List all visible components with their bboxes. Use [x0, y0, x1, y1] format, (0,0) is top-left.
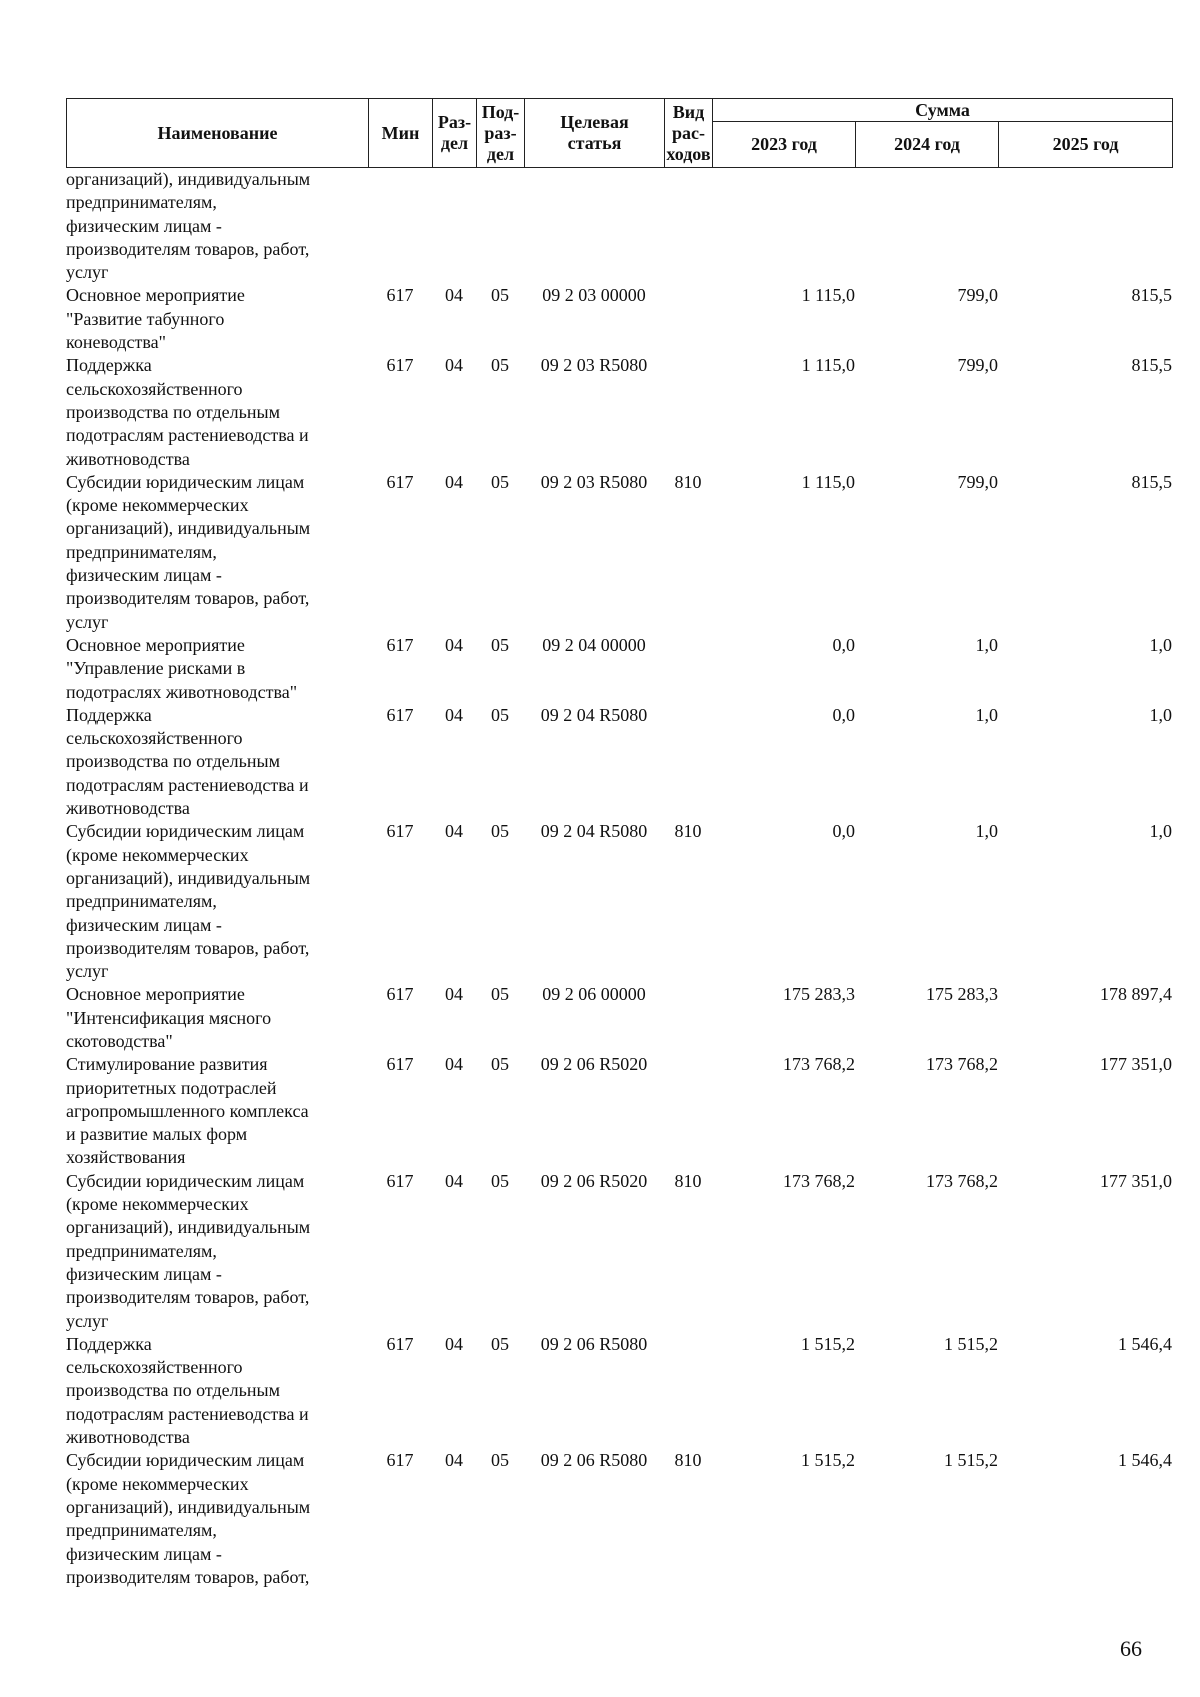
cell-vid — [664, 983, 712, 1053]
cell-sum-2023: 173 768,2 — [783, 1054, 855, 1075]
cell-min: 617 — [386, 984, 414, 1005]
table-row — [66, 704, 1172, 820]
cell-razdel: 04 — [445, 1333, 463, 1354]
cell-razdel: 04 — [445, 1170, 463, 1191]
budget-table-page — [66, 98, 1172, 1589]
cell-podrazdel: 05 — [491, 984, 509, 1005]
col-header-2024: 2024 год — [856, 122, 999, 168]
cell-name: Стимулирование развития приоритетных подотраслей агропромышленного комплекса и развитие малых форм хозяйствования — [66, 1054, 309, 1168]
col-header-min: Мин — [369, 99, 433, 168]
cell-name: Основное мероприятие "Интенсификация мясного скотоводства" — [66, 984, 272, 1051]
cell-name: Поддержка сельскохозяйственного производства по отдельным подотраслям растениеводства и животноводства — [66, 704, 309, 819]
cell-min: 617 — [386, 1054, 414, 1075]
cell-min: 617 — [386, 704, 414, 725]
cell-podrazdel: 05 — [491, 1170, 509, 1191]
cell-razdel: 04 — [445, 1450, 463, 1471]
cell-podrazdel — [476, 168, 524, 284]
cell-min: 617 — [386, 634, 414, 655]
cell-podrazdel: 05 — [491, 471, 509, 492]
cell-podrazdel: 05 — [491, 1333, 509, 1354]
cell-vid: 810 — [674, 821, 702, 842]
cell-sum-2023: 0,0 — [832, 634, 855, 655]
cell-name: Субсидии юридическим лицам (кроме некоммерческих организаций), индивидуальным предпринимателям, физическим лицам - производителям товаров, работ, услуг — [66, 821, 311, 982]
cell-target: 09 2 06 R5020 — [540, 1170, 648, 1191]
cell-target: 09 2 04 R5080 — [540, 704, 648, 725]
col-header-podrazdel: Под- раз- дел — [477, 99, 525, 168]
table-row — [66, 1053, 1172, 1169]
cell-razdel: 04 — [445, 821, 463, 842]
cell-sum-2024: 1,0 — [975, 821, 998, 842]
cell-podrazdel: 05 — [491, 355, 509, 376]
cell-target: 09 2 04 R5080 — [540, 821, 648, 842]
cell-sum-2025: 177 351,0 — [1100, 1054, 1172, 1075]
cell-sum-2024: 799,0 — [957, 471, 998, 492]
cell-razdel: 04 — [445, 285, 463, 306]
cell-sum-2025: 177 351,0 — [1100, 1170, 1172, 1191]
cell-sum-2025: 1,0 — [1149, 821, 1172, 842]
cell-podrazdel: 05 — [491, 285, 509, 306]
cell-sum-2024 — [855, 168, 998, 284]
cell-podrazdel: 05 — [491, 1450, 509, 1471]
cell-sum-2023: 1 515,2 — [801, 1450, 855, 1471]
table-row — [66, 168, 1172, 284]
cell-sum-2024: 799,0 — [957, 285, 998, 306]
cell-min: 617 — [386, 1333, 414, 1354]
cell-min: 617 — [386, 821, 414, 842]
cell-name: Поддержка сельскохозяйственного производства по отдельным подотраслям растениеводства и животноводства — [66, 355, 309, 469]
cell-name: Основное мероприятие "Развитие табунного коневодства" — [66, 285, 245, 353]
cell-sum-2024: 175 283,3 — [926, 984, 998, 1005]
cell-sum-2025: 815,5 — [1131, 285, 1172, 306]
cell-sum-2023: 175 283,3 — [783, 984, 855, 1005]
cell-vid — [664, 704, 712, 820]
cell-min: 617 — [386, 285, 414, 306]
cell-sum-2025: 1 546,4 — [1118, 1333, 1172, 1354]
cell-sum-2023: 1 115,0 — [801, 471, 855, 492]
table-row — [66, 634, 1172, 704]
cell-sum-2024: 1,0 — [975, 704, 998, 725]
cell-vid — [664, 1053, 712, 1169]
table-row — [66, 1170, 1172, 1333]
cell-vid — [664, 284, 712, 354]
cell-razdel: 04 — [445, 984, 463, 1005]
cell-sum-2025: 1,0 — [1149, 634, 1172, 655]
table-row — [66, 820, 1172, 983]
cell-target: 09 2 04 00000 — [542, 634, 646, 655]
cell-min: 617 — [386, 1450, 414, 1471]
cell-target: 09 2 06 R5080 — [540, 1333, 648, 1354]
table-row — [66, 983, 1172, 1053]
cell-podrazdel: 05 — [491, 1054, 509, 1075]
cell-razdel: 04 — [445, 634, 463, 655]
table-row — [66, 471, 1172, 634]
cell-min: 617 — [386, 471, 414, 492]
cell-sum-2025 — [998, 168, 1172, 284]
cell-sum-2024: 173 768,2 — [926, 1170, 998, 1191]
cell-vid — [664, 1333, 712, 1449]
cell-vid: 810 — [674, 1170, 702, 1191]
cell-sum-2025: 178 897,4 — [1100, 984, 1172, 1005]
table-body — [66, 168, 1172, 1589]
cell-sum-2023: 1 515,2 — [801, 1333, 855, 1354]
cell-vid — [664, 634, 712, 704]
cell-name: Основное мероприятие "Управление рисками в подотраслях животноводства" — [66, 634, 298, 702]
cell-sum-2024: 1 515,2 — [944, 1450, 998, 1471]
col-header-razdel: Раз- дел — [433, 99, 477, 168]
cell-vid — [664, 168, 712, 284]
cell-vid — [664, 354, 712, 470]
cell-target: 09 2 03 R5080 — [540, 355, 648, 376]
cell-sum-2023: 0,0 — [832, 704, 855, 725]
cell-vid: 810 — [674, 471, 702, 492]
col-header-2023: 2023 год — [713, 122, 856, 168]
cell-sum-2024: 1 515,2 — [944, 1333, 998, 1354]
cell-target: 09 2 06 R5020 — [540, 1054, 648, 1075]
cell-name: организаций), индивидуальным предпринимателям, физическим лицам - производителям товаров, работ, услуг — [66, 169, 311, 283]
cell-target: 09 2 06 R5080 — [540, 1450, 648, 1471]
cell-target — [524, 168, 664, 284]
cell-min: 617 — [386, 1170, 414, 1191]
cell-sum-2025: 1 546,4 — [1118, 1450, 1172, 1471]
cell-sum-2023: 173 768,2 — [783, 1170, 855, 1191]
col-header-target: Целевая статья — [525, 99, 665, 168]
table-row — [66, 1449, 1172, 1589]
col-header-name: Наименование — [67, 99, 369, 168]
col-header-sum: Сумма — [713, 99, 1173, 122]
cell-name: Субсидии юридическим лицам (кроме некоммерческих организаций), индивидуальным предпринимателям, физическим лицам - производителям товаров, работ, услуг — [66, 471, 311, 632]
cell-podrazdel: 05 — [491, 821, 509, 842]
cell-sum-2023: 0,0 — [832, 821, 855, 842]
cell-sum-2023: 1 115,0 — [801, 285, 855, 306]
cell-sum-2025: 1,0 — [1149, 704, 1172, 725]
cell-sum-2025: 815,5 — [1131, 355, 1172, 376]
cell-razdel — [432, 168, 476, 284]
table-row — [66, 354, 1172, 470]
cell-sum-2024: 799,0 — [957, 355, 998, 376]
cell-name: Поддержка сельскохозяйственного производства по отдельным подотраслям растениеводства и животноводства — [66, 1333, 309, 1448]
col-header-vid: Вид рас- ходов — [665, 99, 713, 168]
cell-razdel: 04 — [445, 471, 463, 492]
table-row — [66, 284, 1172, 354]
col-header-2025: 2025 год — [999, 122, 1173, 168]
cell-target: 09 2 03 R5080 — [540, 471, 648, 492]
cell-podrazdel: 05 — [491, 634, 509, 655]
table-header — [66, 98, 1173, 168]
cell-min: 617 — [386, 355, 414, 376]
cell-razdel: 04 — [445, 704, 463, 725]
cell-name: Субсидии юридическим лицам (кроме некоммерческих организаций), индивидуальным предпринимателям, физическим лицам - производителям товаров, работ, услуг — [66, 1170, 311, 1331]
cell-name: Субсидии юридическим лицам (кроме некоммерческих организаций), индивидуальным предпринимателям, физическим лицам - производителям товаров, работ, — [66, 1450, 311, 1587]
cell-sum-2024: 1,0 — [975, 634, 998, 655]
cell-sum-2025: 815,5 — [1131, 471, 1172, 492]
cell-razdel: 04 — [445, 1054, 463, 1075]
cell-podrazdel: 05 — [491, 704, 509, 725]
cell-target: 09 2 06 00000 — [542, 984, 646, 1005]
cell-sum-2023: 1 115,0 — [801, 355, 855, 376]
cell-vid: 810 — [674, 1450, 702, 1471]
cell-target: 09 2 03 00000 — [542, 285, 646, 306]
page-number: 66 — [1120, 1636, 1142, 1661]
table-row — [66, 1333, 1172, 1449]
cell-sum-2023 — [712, 168, 855, 284]
cell-min — [368, 168, 432, 284]
cell-razdel: 04 — [445, 355, 463, 376]
cell-sum-2024: 173 768,2 — [926, 1054, 998, 1075]
